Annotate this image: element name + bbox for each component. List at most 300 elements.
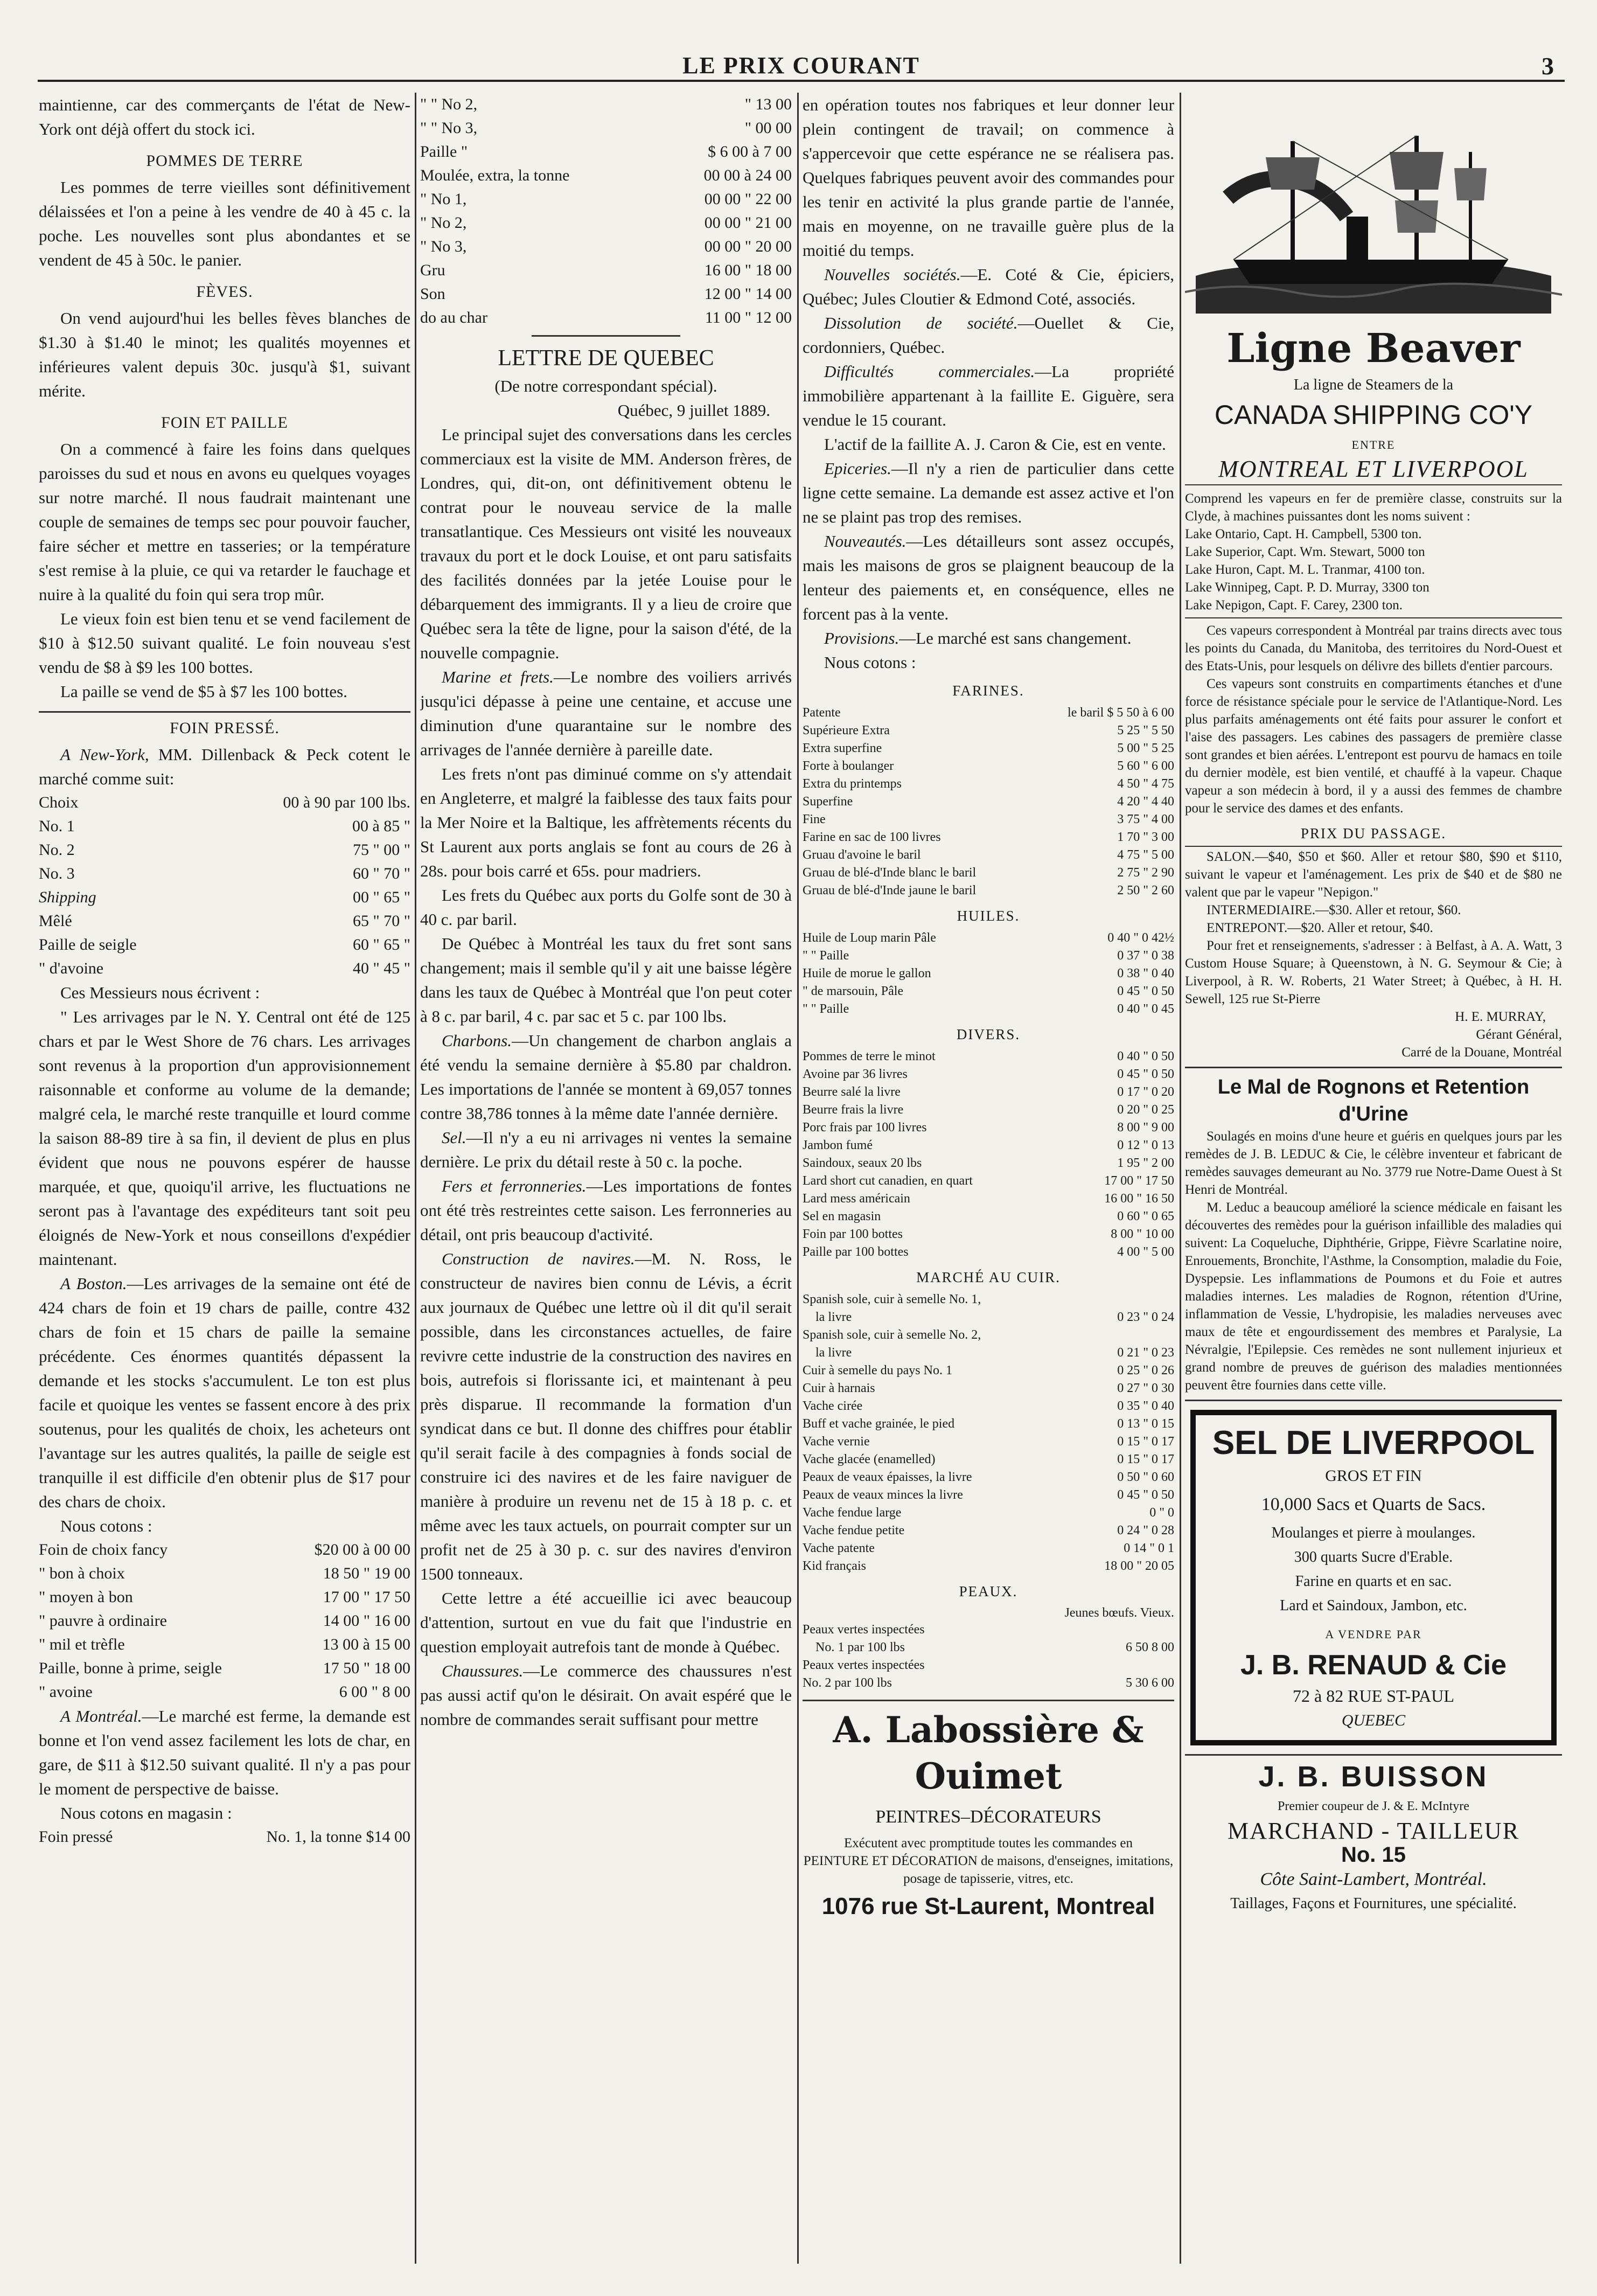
paragraph bbox=[803, 359, 1174, 432]
item-label: Peaux de veaux minces la livre bbox=[803, 1488, 963, 1502]
item-label: Vache cirée bbox=[803, 1399, 863, 1413]
table-row bbox=[803, 1415, 1174, 1433]
item-label: Foin par 100 bottes bbox=[803, 1227, 903, 1241]
price-table-montreal bbox=[39, 1825, 410, 1849]
column-3 bbox=[803, 93, 1174, 2264]
paragraph: " Les arrivages par le N. Y. Central ont été de 125 chars et par le West Shore de 76 chars. Les arrivages sont revenus à la proportion d'un approvisionnement raisonnable et conforme au volume de la demande; malgré cela, le marché reste tranquille et lourd comme la saison 88-89 tire à sa fin, il devient de plus en plus évident que nous ne pouvons espérer de hausse marquée, et que, quoiqu'il arrive, les fluctuations ne seront pas à l'avantage des expéditeurs tant soit peu éloignés de New-York et nous conseillons d'expédier maintenant. bbox=[39, 1007, 410, 1269]
item-price: 5 30 6 00 bbox=[1126, 1676, 1174, 1690]
column-rule bbox=[415, 93, 416, 2264]
paragraph bbox=[803, 626, 1174, 650]
item-label: Beurre salé la livre bbox=[803, 1085, 901, 1099]
ad-address: Côte Saint-Lambert, Montréal. bbox=[1260, 1869, 1487, 1889]
paragraph-label: Nouveautés. bbox=[824, 532, 906, 551]
ad-number: No. 15 bbox=[1341, 1843, 1406, 1867]
item-label: Saindoux, seaux 20 lbs bbox=[803, 1156, 922, 1170]
item-price: le baril $ 5 50 à 6 00 bbox=[1068, 706, 1174, 720]
item-price: " 00 00 bbox=[744, 119, 792, 137]
paragraph-text: —Ouellet & Cie, cordonniers, Québec. bbox=[803, 314, 1174, 357]
paragraph bbox=[803, 311, 1174, 359]
table-row bbox=[39, 1680, 410, 1704]
item-price: 0 15 " 0 17 bbox=[1117, 1435, 1174, 1449]
table-row bbox=[420, 306, 792, 330]
item-label: Shipping bbox=[39, 888, 96, 906]
item-price: 14 00 " 16 00 bbox=[323, 1612, 410, 1630]
page-number: 3 bbox=[1542, 52, 1554, 80]
item-label: la livre bbox=[815, 1346, 852, 1360]
item-price: 40 " 45 " bbox=[353, 959, 410, 977]
item-price: 0 40 " 0 42½ bbox=[1107, 931, 1174, 945]
list-item: Lake Ontario, Capt. H. Campbell, 5300 ton. bbox=[1185, 527, 1422, 541]
ad-title: A. Labossière & Ouimet bbox=[833, 1709, 1144, 1797]
ad-subtitle: MARCHAND - TAILLEUR bbox=[1227, 1818, 1520, 1844]
item-label: " d'avoine bbox=[39, 959, 104, 977]
section-heading: MARCHÉ AU CUIR. bbox=[916, 1269, 1061, 1285]
item-label: Mêlé bbox=[39, 912, 72, 930]
table-row bbox=[803, 1397, 1174, 1415]
advertisement-sel-de-liverpool bbox=[1190, 1410, 1557, 1745]
table-row bbox=[803, 1226, 1174, 1243]
table-row bbox=[803, 1674, 1174, 1692]
ad-title: J. B. BUISSON bbox=[1258, 1761, 1489, 1793]
list-item: Lake Nepigon, Capt. F. Carey, 2300 ton. bbox=[1185, 598, 1403, 613]
ad-subtitle: PEINTRES–DÉCORATEURS bbox=[875, 1807, 1101, 1827]
table-row bbox=[803, 1344, 1174, 1362]
item-price: 65 " 70 " bbox=[353, 912, 410, 930]
paragraph: Nous cotons en magasin : bbox=[60, 1804, 232, 1822]
ad-text: INTERMEDIAIRE.—$30. Aller et retour, $60. bbox=[1207, 903, 1461, 917]
item-label: Extra du printemps bbox=[803, 777, 902, 791]
city-label: A Boston. bbox=[60, 1274, 127, 1293]
section-heading: POMMES DE TERRE bbox=[146, 152, 303, 170]
item-label: " moyen à bon bbox=[39, 1588, 133, 1606]
item-price: 0 21 " 0 23 bbox=[1117, 1346, 1174, 1360]
item-price: 6 50 8 00 bbox=[1126, 1640, 1174, 1654]
item-label: Foin pressé bbox=[39, 1828, 113, 1846]
table-row bbox=[39, 1585, 410, 1609]
table-row bbox=[803, 722, 1174, 740]
item-label: Buff et vache grainée, le pied bbox=[803, 1417, 955, 1431]
column-rule bbox=[797, 93, 799, 2264]
table-row bbox=[39, 933, 410, 957]
item-price: 0 45 " 0 50 bbox=[1117, 1067, 1174, 1081]
table-row bbox=[803, 1000, 1174, 1018]
item-price: 60 " 70 " bbox=[353, 865, 410, 882]
paragraph: Nous cotons : bbox=[824, 653, 916, 672]
paragraph: L'actif de la faillite A. J. Caron & Cie, est en vente. bbox=[824, 435, 1166, 454]
paragraph: Le principal sujet des conversations dans les cercles commerciaux est la visite de MM. Anderson frères, de Londres, qui, dit-on, ont définitivement obtenu le contrat pour le nouveau service de la malle transatlantique. Ces Messieurs ont visité les nouveaux travaux du port et le dock Louise, et ont paru satisfaits des facilités données par la jetée Louise pour le débarquement des immigrants. Il y a lieu de croire que Québec sera la tête de ligne, pour la saison d'été, de la nouvelle compagnie. bbox=[420, 425, 792, 662]
item-price: 3 75 " 4 00 bbox=[1117, 812, 1174, 826]
item-label: Lard mess américain bbox=[803, 1192, 910, 1206]
paragraph-text: —Il n'y a rien de particulier dans cette ligne cette semaine. La demande est assez active et l'on ne se plaint pas trop des remises. bbox=[803, 459, 1174, 526]
paragraph bbox=[420, 1028, 792, 1125]
item-label: Vache fendue large bbox=[803, 1506, 902, 1520]
signature-address: Carré de la Douane, Montréal bbox=[1401, 1045, 1562, 1060]
item-label: No. 2 par 100 lbs bbox=[803, 1676, 892, 1690]
item-label: Paille, bonne à prime, seigle bbox=[39, 1659, 222, 1677]
item-price: 00 00 " 21 00 bbox=[704, 214, 792, 232]
ad-text: Pour fret et renseignements, s'adresser : à Belfast, à A. A. Watt, 3 Custom House Square; à Queenstown, à N. G. Seymour & Cie; à Liverpool, à R. W. Roberts, 21 Water Street; à Québec, à H. H. Sewell, 125 rue St-Pierre bbox=[1185, 938, 1562, 1006]
advertisement-rognons bbox=[1185, 1068, 1562, 1401]
item-price: 00 à 90 par 100 lbs. bbox=[283, 794, 410, 811]
table-row bbox=[39, 791, 410, 815]
table-row bbox=[803, 775, 1174, 793]
section-heading: FÈVES. bbox=[196, 283, 253, 301]
table-row bbox=[803, 1208, 1174, 1226]
item-label: Supérieure Extra bbox=[803, 723, 890, 737]
paragraph-label: Dissolution de société. bbox=[824, 314, 1018, 332]
table-row bbox=[803, 1557, 1174, 1575]
paragraph bbox=[39, 1704, 410, 1801]
column-headers: Jeunes bœufs. Vieux. bbox=[1064, 1606, 1174, 1620]
item-label: Beurre frais la livre bbox=[803, 1103, 904, 1117]
item-price: 1 70 " 3 00 bbox=[1117, 830, 1174, 844]
table-row bbox=[39, 862, 410, 886]
paragraph-text: —Le commerce des chaussures n'est pas aussi actif qu'on le désirait. On avait espéré que le nombre de commandes serait suffisant pour mettre bbox=[420, 1661, 792, 1729]
ad-text: SALON.—$40, $50 et $60. Aller et retour $80, $90 et $110, suivant le vapeur et l'aménagement. Les prix de $40 et de $80 ne valent que par le vapeur "Nepigon." bbox=[1185, 850, 1562, 900]
item-price: 17 00 " 17 50 bbox=[323, 1588, 410, 1606]
paragraph-text: —Le marché est ferme, la demande est bonne et l'on vend assez facilement les lots de char, en gare, de $11 à $12.50 suivant qualité. Il n'y a pas pour le moment de perspective de baisse. bbox=[39, 1707, 410, 1798]
paragraph-label: Provisions. bbox=[824, 629, 899, 648]
price-table-peaux bbox=[803, 1621, 1174, 1692]
ad-title: SEL DE LIVERPOOL bbox=[1212, 1424, 1535, 1462]
item-price: 0 40 " 0 50 bbox=[1117, 1049, 1174, 1063]
table-row bbox=[39, 957, 410, 980]
ad-text: Comprend les vapeurs en fer de première classe, construits sur la Clyde, à machines puissantes dont les noms suivent : bbox=[1185, 491, 1562, 524]
table-row bbox=[420, 116, 792, 140]
paragraph bbox=[39, 1271, 410, 1514]
price-table-divers bbox=[803, 1048, 1174, 1261]
item-label: No. 1 par 100 lbs bbox=[815, 1640, 905, 1654]
item-label: " " No 3, bbox=[420, 119, 478, 137]
item-price: 2 75 " 2 90 bbox=[1117, 866, 1174, 880]
table-row bbox=[803, 1433, 1174, 1451]
table-row bbox=[39, 1538, 410, 1562]
item-price: 18 50 " 19 00 bbox=[323, 1564, 410, 1582]
table-row bbox=[803, 983, 1174, 1000]
paragraph bbox=[803, 262, 1174, 311]
item-label: " " Paille bbox=[803, 1002, 849, 1016]
item-price: 0 15 " 0 17 bbox=[1117, 1452, 1174, 1466]
ad-title: Ligne Beaver bbox=[1226, 325, 1521, 372]
paragraph bbox=[420, 1659, 792, 1731]
table-row bbox=[803, 929, 1174, 947]
item-label: " mil et trèfle bbox=[39, 1636, 125, 1653]
ad-text: Moulanges et pierre à moulanges. bbox=[1271, 1525, 1476, 1541]
paragraph-label: Marine et frets. bbox=[442, 667, 554, 686]
item-price: 0 13 " 0 15 bbox=[1117, 1417, 1174, 1431]
paragraph bbox=[803, 529, 1174, 626]
item-label: Gruau d'avoine le baril bbox=[803, 848, 921, 862]
paragraph-label: Sel. bbox=[442, 1128, 466, 1147]
item-label: Vache glacée (enamelled) bbox=[803, 1452, 936, 1466]
price-table-farines bbox=[803, 704, 1174, 900]
ad-text: ENTRE bbox=[1351, 438, 1396, 451]
paragraph: Les frets du Québec aux ports du Golfe sont de 30 à 40 c. par baril. bbox=[420, 886, 792, 929]
column-1 bbox=[39, 93, 410, 2264]
page-header bbox=[38, 50, 1565, 82]
item-price: 16 00 " 18 00 bbox=[704, 261, 792, 279]
item-label: la livre bbox=[815, 1310, 852, 1324]
paragraph-text: —Le marché est sans changement. bbox=[899, 629, 1132, 648]
item-price: 0 37 " 0 38 bbox=[1117, 949, 1174, 963]
price-table-boston bbox=[39, 1538, 410, 1704]
ad-text: ENTREPONT.—$20. Aller et retour, $40. bbox=[1207, 921, 1433, 935]
table-row bbox=[803, 829, 1174, 846]
table-row bbox=[39, 909, 410, 933]
item-label: Spanish sole, cuir à semelle No. 1, bbox=[803, 1292, 981, 1306]
item-label: Peaux vertes inspectées bbox=[803, 1658, 925, 1672]
table-row bbox=[803, 1486, 1174, 1504]
item-price: 0 12 " 0 13 bbox=[1117, 1138, 1174, 1152]
ad-text: Ces vapeurs sont construits en compartiments étanches et d'une force de résistance spéciale pour le service de l'Atlantique-Nord. Les plus parfaits aménagements ont été faits pour assurer le confort et l'aise des passagers. Les cabines des passagers de première classe sont grandes et bien aérées. L'entrepont est pourvu de hamacs en toile du dernier modèle, est bien ventilé, et chauffé à la vapeur. Chaque vapeur a son médecin à bord, il y a aussi des femmes de chambre pour le service des dames et des enfants. bbox=[1185, 677, 1562, 816]
table-row bbox=[803, 1154, 1174, 1172]
item-label: " avoine bbox=[39, 1683, 93, 1701]
ad-text: Ces vapeurs correspondent à Montréal par trains directs avec tous les points du Canada, du Manitoba, des territoires du Nord-Ouest et des Etats-Unis, pour lesquels on délivre des billets d'entier parcours. bbox=[1185, 617, 1562, 675]
list-item: Lake Winnipeg, Capt. P. D. Murray, 3300 ton bbox=[1185, 580, 1429, 595]
paragraph-label: Nouvelles sociétés. bbox=[824, 265, 961, 284]
list-item: Lake Huron, Capt. M. L. Tranmar, 4100 ton. bbox=[1185, 562, 1425, 577]
item-label: Avoine par 36 livres bbox=[803, 1067, 908, 1081]
item-label: Gru bbox=[420, 261, 445, 279]
item-price: 4 00 " 5 00 bbox=[1117, 1245, 1174, 1259]
item-label: Vache fendue petite bbox=[803, 1523, 905, 1537]
item-price: 0 45 " 0 50 bbox=[1117, 984, 1174, 998]
table-row bbox=[803, 1380, 1174, 1397]
paragraph-text: —La propriété immobilière appartenant à la faillite E. Giguère, sera vendue le 15 courant. bbox=[803, 362, 1174, 429]
table-row bbox=[39, 1609, 410, 1633]
table-row bbox=[803, 1048, 1174, 1066]
steamship-illustration bbox=[1185, 98, 1562, 324]
item-label: Lard short cut canadien, en quart bbox=[803, 1174, 973, 1188]
article-date: Québec, 9 juillet 1889. bbox=[617, 401, 770, 420]
price-table-grains bbox=[420, 93, 792, 330]
section-heading: PEAUX. bbox=[959, 1583, 1018, 1599]
paragraph: maintienne, car des commerçants de l'état de New-York ont déjà offert du stock ici. bbox=[39, 95, 410, 138]
city-label: A New-York, bbox=[60, 745, 149, 764]
item-label: Peaux de veaux épaisses, la livre bbox=[803, 1470, 972, 1484]
item-price: No. 1, la tonne $14 00 bbox=[266, 1828, 410, 1846]
table-row bbox=[803, 965, 1174, 983]
table-row bbox=[803, 1083, 1174, 1101]
item-price bbox=[1072, 1291, 1174, 1309]
item-label: Moulée, extra, la tonne bbox=[420, 166, 570, 184]
item-label: " No 2, bbox=[420, 214, 467, 232]
section-heading: DIVERS. bbox=[956, 1026, 1021, 1042]
table-row bbox=[420, 164, 792, 187]
table-row bbox=[39, 1562, 410, 1585]
item-label: No. 3 bbox=[39, 865, 75, 882]
item-price: 0 40 " 0 45 bbox=[1117, 1002, 1174, 1016]
item-label: Huile de Loup marin Pâle bbox=[803, 931, 936, 945]
advertisement-labossiere bbox=[803, 1700, 1174, 1918]
price-table-cuir bbox=[803, 1291, 1174, 1575]
item-price: 18 00 " 20 05 bbox=[1104, 1559, 1174, 1573]
item-price: 0 23 " 0 24 bbox=[1117, 1310, 1174, 1324]
item-label: " " No 2, bbox=[420, 95, 478, 113]
price-table-newyork bbox=[39, 791, 410, 980]
item-label: Superfine bbox=[803, 795, 853, 809]
ad-text: La ligne de Steamers de la bbox=[1293, 377, 1454, 393]
paragraph: Nous cotons : bbox=[60, 1516, 152, 1535]
column-rule bbox=[1180, 93, 1181, 2264]
item-price: 60 " 65 " bbox=[353, 936, 410, 954]
paragraph: Ces Messieurs nous écrivent : bbox=[60, 983, 260, 1002]
table-row bbox=[803, 1119, 1174, 1137]
paragraph-text: —Un changement de charbon anglais a été vendu la semaine dernière à $5.80 par chaldron. Les importations de l'année se montent à 69,057 tonnes contre 38,786 tonnes à la même date l'année dernière. bbox=[420, 1031, 792, 1123]
table-row bbox=[803, 1243, 1174, 1261]
item-price: 00 00 " 20 00 bbox=[704, 238, 792, 255]
table-row bbox=[803, 1362, 1174, 1380]
advertisement-beaver-line bbox=[1185, 93, 1562, 1068]
table-row bbox=[803, 1137, 1174, 1154]
section-heading: PRIX DU PASSAGE. bbox=[1185, 822, 1562, 847]
table-row bbox=[803, 793, 1174, 811]
table-row bbox=[420, 235, 792, 259]
paragraph: Les frets n'ont pas diminué comme on s'y attendait en Angleterre, et malgré la faiblesse des taux faits pour la Mer Noire et la Baltique, les affrètements récents du St Laurent aux ports anglais se font au cours de 26 à 28s. pour bois carré et 65s. pour madriers. bbox=[420, 764, 792, 880]
item-price: 5 60 " 6 00 bbox=[1117, 759, 1174, 773]
item-price: 17 50 " 18 00 bbox=[323, 1659, 410, 1677]
item-price: 0 14 " 0 1 bbox=[1124, 1541, 1174, 1555]
paragraph-label: Charbons. bbox=[442, 1031, 512, 1050]
article-title: LETTRE DE QUEBEC bbox=[498, 346, 714, 371]
item-price: 75 " 00 " bbox=[353, 841, 410, 859]
paragraph bbox=[803, 456, 1174, 529]
table-row bbox=[420, 259, 792, 282]
company-name: CANADA SHIPPING CO'Y bbox=[1214, 400, 1533, 430]
item-price: 0 " 0 bbox=[1149, 1506, 1174, 1520]
paragraph-text: —Il n'y a eu ni arrivages ni ventes la semaine dernière. Le prix du détail reste à 50 c. la poche. bbox=[420, 1128, 792, 1171]
item-price: 13 00 à 15 00 bbox=[322, 1636, 410, 1653]
paragraph: en opération toutes nos fabriques et leur donner leur plein contingent de travail; on commence à s'appercevoir que cette espérance ne se réalisera pas. Quelques fabriques peuvent avoir des commandes pour les tenir en activité la plus grande partie de l'année, mais en moyenne, on ne travaille guère plus de la moitié du temps. bbox=[803, 95, 1174, 260]
item-price: 0 50 " 0 60 bbox=[1117, 1470, 1174, 1484]
item-price: 0 17 " 0 20 bbox=[1117, 1085, 1174, 1099]
section-heading: HUILES. bbox=[957, 908, 1020, 924]
ad-text: Exécutent avec promptitude toutes les commandes en bbox=[844, 1836, 1133, 1850]
paragraph: De Québec à Montréal les taux du fret sont sans changement; mais il semble qu'il y ait une baisse légère dans les taux de Québec à Montréal que l'on peut coter à 8 c. par baril, 4 c. par sac et 5 c. par 100 lbs. bbox=[420, 934, 792, 1026]
table-row bbox=[803, 846, 1174, 864]
ad-title: Le Mal de Rognons et Retention d'Urine bbox=[1217, 1076, 1530, 1125]
paragraph: On a commencé à faire les foins dans quelques paroisses du sud et nous en avons eu quelques voyages sur notre marché. Il nous faudrait maintenant une couple de semaines de temps sec pour pouvoir faucher, faire sécher et mettre en tasseries; or la température s'est remise à la pluie, ce qui va retarder le fauchage et nuire à la qualité du foin qui sera trop mûr. bbox=[39, 440, 410, 604]
table-row bbox=[420, 140, 792, 164]
item-price bbox=[1072, 1326, 1174, 1344]
paragraph: Les pommes de terre vieilles sont définitivement délaissées et l'on a peine à les vendre de 40 à 45 c. la poche. Les nouvelles sont plus abondantes et se vendent de 45 à 50c. le panier. bbox=[39, 178, 410, 269]
ornament-rule bbox=[532, 335, 680, 337]
item-price: 4 50 " 4 75 bbox=[1117, 777, 1174, 791]
item-price bbox=[1072, 1657, 1174, 1674]
table-row bbox=[803, 1190, 1174, 1208]
table-row bbox=[420, 211, 792, 235]
signature-name: H. E. MURRAY, bbox=[1455, 1010, 1546, 1024]
item-label: Vache vernie bbox=[803, 1435, 870, 1449]
paragraph-text: —Les détailleurs sont assez occupés, mais les maisons de gros se plaignent beaucoup de la lenteur des paiements et, en conséquence, elles ne forcent pas à la vente. bbox=[803, 532, 1174, 623]
item-label: Vache patente bbox=[803, 1541, 875, 1555]
table-row bbox=[803, 1101, 1174, 1119]
item-price: 0 45 " 0 50 bbox=[1117, 1488, 1174, 1502]
item-price: 6 00 " 8 00 bbox=[339, 1683, 410, 1701]
item-label: " bon à choix bbox=[39, 1564, 125, 1582]
table-row bbox=[803, 1639, 1174, 1657]
route-title: MONTREAL ET LIVERPOOL bbox=[1185, 457, 1562, 485]
section-heading: FARINES. bbox=[952, 683, 1024, 699]
paragraph-label: Chaussures. bbox=[442, 1661, 524, 1680]
list-item: Lake Superior, Capt. Wm. Stewart, 5000 ton bbox=[1185, 545, 1425, 559]
section-heading: FOIN ET PAILLE bbox=[161, 414, 288, 432]
item-label: Patente bbox=[803, 706, 841, 720]
table-row bbox=[803, 1504, 1174, 1522]
item-price: 1 95 " 2 00 bbox=[1117, 1156, 1174, 1170]
item-price: 8 00 " 10 00 bbox=[1111, 1227, 1174, 1241]
ad-text: Farine en quarts et en sac. bbox=[1295, 1573, 1452, 1590]
paragraph-text: —Les importations de fontes ont été très restreintes cette saison. Les ferronneries au détail, ont pris beaucoup d'activité. bbox=[420, 1177, 792, 1244]
table-row bbox=[803, 757, 1174, 775]
paragraph-label: Epiceries. bbox=[824, 459, 891, 478]
signature-title: Gérant Général, bbox=[1476, 1027, 1562, 1042]
price-table-huiles bbox=[803, 929, 1174, 1018]
item-label: Cuir à semelle du pays No. 1 bbox=[803, 1363, 952, 1377]
paragraph bbox=[420, 1247, 792, 1586]
item-label: do au char bbox=[420, 309, 487, 326]
paragraph bbox=[420, 665, 792, 762]
advertisement-buisson bbox=[1185, 1754, 1562, 1916]
item-label: Fine bbox=[803, 812, 826, 826]
table-row bbox=[803, 1066, 1174, 1083]
ad-text: Lard et Saindoux, Jambon, etc. bbox=[1280, 1597, 1467, 1614]
table-row bbox=[803, 704, 1174, 722]
table-row bbox=[39, 1825, 410, 1849]
ad-subtitle: GROS ET FIN bbox=[1325, 1467, 1422, 1485]
item-label: Peaux vertes inspectées bbox=[803, 1623, 925, 1637]
item-label: Paille par 100 bottes bbox=[803, 1245, 909, 1259]
paragraph bbox=[420, 1174, 792, 1247]
city-label: A Montréal. bbox=[60, 1707, 142, 1726]
item-price bbox=[1072, 1621, 1174, 1639]
ad-text: 300 quarts Sucre d'Erable. bbox=[1294, 1549, 1453, 1566]
paragraph bbox=[39, 742, 410, 791]
item-price: " 13 00 bbox=[744, 95, 792, 113]
ad-text: A VENDRE PAR bbox=[1325, 1627, 1422, 1641]
table-row bbox=[39, 1633, 410, 1657]
item-price: 00 à 85 " bbox=[352, 817, 410, 835]
item-price: 11 00 " 12 00 bbox=[705, 309, 792, 326]
table-row bbox=[420, 93, 792, 116]
item-price: 5 25 " 5 50 bbox=[1117, 723, 1174, 737]
item-label: Pommes de terre le minot bbox=[803, 1049, 936, 1063]
paragraph-label: Difficultés commerciales. bbox=[824, 362, 1035, 381]
ad-text: M. Leduc a beaucoup amélioré la science médicale en faisant les découvertes des remèdes pour la guérison infaillible des maladies qui suivent: La Coqueluche, Diphthérie, Grippe, Fièvre Scarlatine noire, Enrouements, Bronchite, l'Asthme, la Consomption, maladie du Foie, Dyspepsie. Les inflammations de Poumons et du Foie et autres maladies internes. Les maladies de Rognon, rétention d'Urine, inflammation de Vessie, L'hydropisie, les maladies nerveuses avec maux de tête et engourdissement des membres et Paralysie, La Névralgie, l'Epilepsie. Ces remèdes ne sont nullement injurieux et grand nombre de preuves de guérison des maladies mentionnées peuvent être fournies dans cette ville. bbox=[1185, 1200, 1562, 1393]
paragraph-text: —Les arrivages de la semaine ont été de 424 chars de foin et 19 chars de paille, contre 432 chars de foin et 15 chars de paille la semaine précédente. Ces énormes quantités dépassent la demande et les stocks s'accumulent. Le ton est plus facile et quoique les ventes se fassent encore à des prix soutenus, pour les qualités de choix, les acheteurs ont l'avantage sur les autres qualités, la paille de seigle est tranquille il est difficile d'en obtenir plus de $17 pour des chars de choix. bbox=[39, 1274, 410, 1511]
item-price: 4 75 " 5 00 bbox=[1117, 848, 1174, 862]
item-label: Huile de morue le gallon bbox=[803, 966, 931, 980]
item-price: 0 25 " 0 26 bbox=[1117, 1363, 1174, 1377]
item-price: 00 00 à 24 00 bbox=[703, 166, 792, 184]
item-label: " " Paille bbox=[803, 949, 849, 963]
item-price: 0 27 " 0 30 bbox=[1117, 1381, 1174, 1395]
paragraph: Le vieux foin est bien tenu et se vend facilement de $10 à $12.50 suivant qualité. Le foin nouveau s'est vendu de $8 à $9 les 100 bottes. bbox=[39, 609, 410, 677]
item-price: 16 00 " 16 50 bbox=[1104, 1192, 1174, 1206]
ad-text: 10,000 Sacs et Quarts de Sacs. bbox=[1261, 1494, 1486, 1514]
item-price: 0 35 " 0 40 bbox=[1117, 1399, 1174, 1413]
item-label: Cuir à harnais bbox=[803, 1381, 875, 1395]
item-label: Son bbox=[420, 285, 445, 303]
table-row bbox=[39, 838, 410, 862]
item-label: No. 1 bbox=[39, 817, 75, 835]
item-label: No. 2 bbox=[39, 841, 75, 859]
table-row bbox=[803, 1309, 1174, 1326]
item-label: Gruau de blé-d'Inde blanc le baril bbox=[803, 866, 977, 880]
section-heading: FOIN PRESSÉ. bbox=[39, 711, 410, 740]
table-row bbox=[420, 187, 792, 211]
item-label: " pauvre à ordinaire bbox=[39, 1612, 167, 1630]
